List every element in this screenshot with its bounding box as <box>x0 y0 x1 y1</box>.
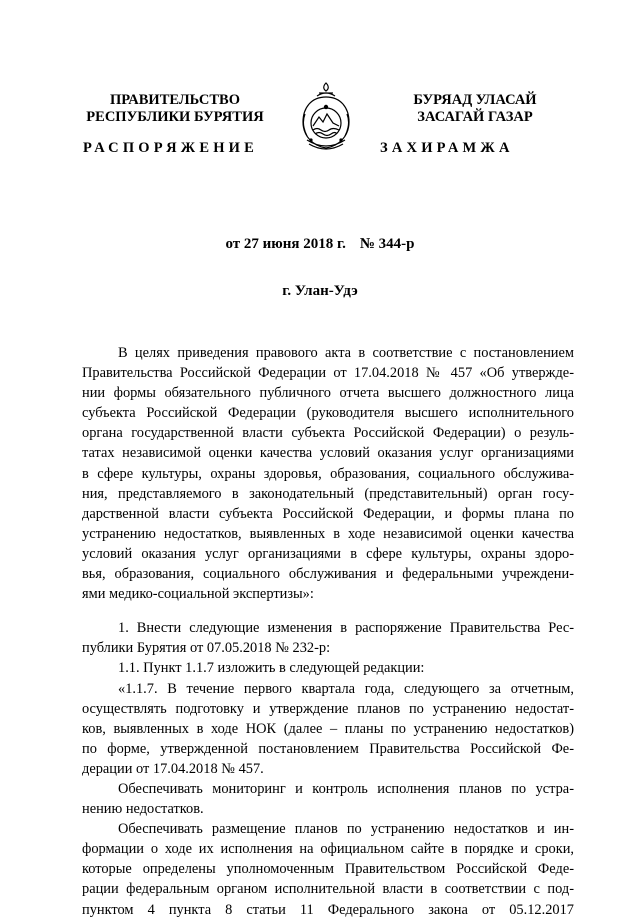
body-line: формации о ходе их исполнения на официальном сайте в порядке и сроки, <box>82 841 574 858</box>
body-line: ями медико-социальной экспертизы»: <box>82 586 314 603</box>
body-line: В целях приведения правового акта в соответствие с постановлением <box>118 345 574 361</box>
body-line: органа государственной власти субъекта Российской Федерации) о резуль- <box>82 425 574 442</box>
body-line: по форме, утвержденной постановлением Правительства Российской Фе- <box>82 740 574 757</box>
body-line: Обеспечивать мониторинг и контроль исполнения планов по устра- <box>118 780 574 797</box>
body-paragraph <box>82 679 574 779</box>
document-city: г. Улан-Удэ <box>282 283 358 299</box>
header-left-line: РЕСПУБЛИКИ БУРЯТИЯ <box>86 109 264 125</box>
body-line: в сфере культуры, охраны здоровья, образования, социального обслужива- <box>82 465 574 482</box>
body-line: вья, образования, социального обслуживания и федеральными учреждени- <box>82 566 574 583</box>
body-line: пунктом 4 пункта 8 статьи 11 Федерального закона от 05.12.2017 <box>82 901 574 918</box>
body-line: Правительства Российской Федерации от 17.04.2018 № 457 «Об утвержде- <box>82 365 574 382</box>
document-date: от 27 июня 2018 г. <box>225 236 346 252</box>
document-body <box>82 343 574 920</box>
header-left-title <box>60 92 290 126</box>
body-line: устранению недостатков, выявленных в ходе независимой оценки качества <box>82 525 574 542</box>
body-paragraph <box>82 658 574 678</box>
date-number-line <box>0 236 640 253</box>
body-line: Обеспечивать размещение планов по устранению недостатков и ин- <box>118 821 574 838</box>
body-line: татах независимой оценки качества условий оказания услуг организациями <box>82 445 574 462</box>
body-line: осуществлять подготовку и утверждение планов по устранению недостат- <box>82 700 574 717</box>
body-paragraph <box>82 343 574 604</box>
body-line: публики Бурятия от 07.05.2018 № 232-р: <box>82 640 331 657</box>
header-right-title <box>365 92 585 126</box>
body-paragraph <box>82 618 574 658</box>
coat-of-arms-emblem-icon <box>297 80 355 152</box>
body-paragraph <box>82 779 574 819</box>
body-line: дерации от 17.04.2018 № 457. <box>82 760 264 777</box>
body-line: «1.1.7. В течение первого квартала года, следующего за отчетным, <box>118 680 574 697</box>
paragraph-gap <box>82 604 574 618</box>
header-right-line: ЗАСАГАЙ ГАЗАР <box>417 109 533 125</box>
body-line: дарственной власти субъекта Российской Федерации, и формы плана по <box>82 505 574 522</box>
header-left-line: ПРАВИТЕЛЬСТВО <box>110 92 240 108</box>
doc-type-right: ЗАХИРАМЖА <box>380 140 514 156</box>
doc-type-left: РАСПОРЯЖЕНИЕ <box>83 140 259 156</box>
body-line: субъекта Российской Федерации (руководителя высшего исполнительного <box>82 405 574 422</box>
body-line: нии формы обязательного публичного отчета высшего должностного лица <box>82 385 574 402</box>
body-line: ков, выявленных в ходе НОК (далее – планы по устранению недостатков) <box>82 720 574 737</box>
body-line: условий оказания услуг организациями в сфере культуры, охраны здоро- <box>82 545 574 562</box>
body-line: 1.1. Пункт 1.1.7 изложить в следующей редакции: <box>118 660 425 677</box>
body-line: 1. Внести следующие изменения в распоряжение Правительства Рес- <box>118 620 574 637</box>
body-line: нению недостатков. <box>82 801 204 818</box>
header-right-line: БУРЯАД УЛАСАЙ <box>413 92 537 108</box>
body-line: ния, представляемого в законодательный (представительный) орган госу- <box>82 485 574 502</box>
body-line: которые определены уполномоченным Правительством Российской Феде- <box>82 861 574 878</box>
document-number: № 344-р <box>359 236 415 252</box>
body-line: рации федеральным органом исполнительной власти в соответствии с под- <box>82 881 574 898</box>
